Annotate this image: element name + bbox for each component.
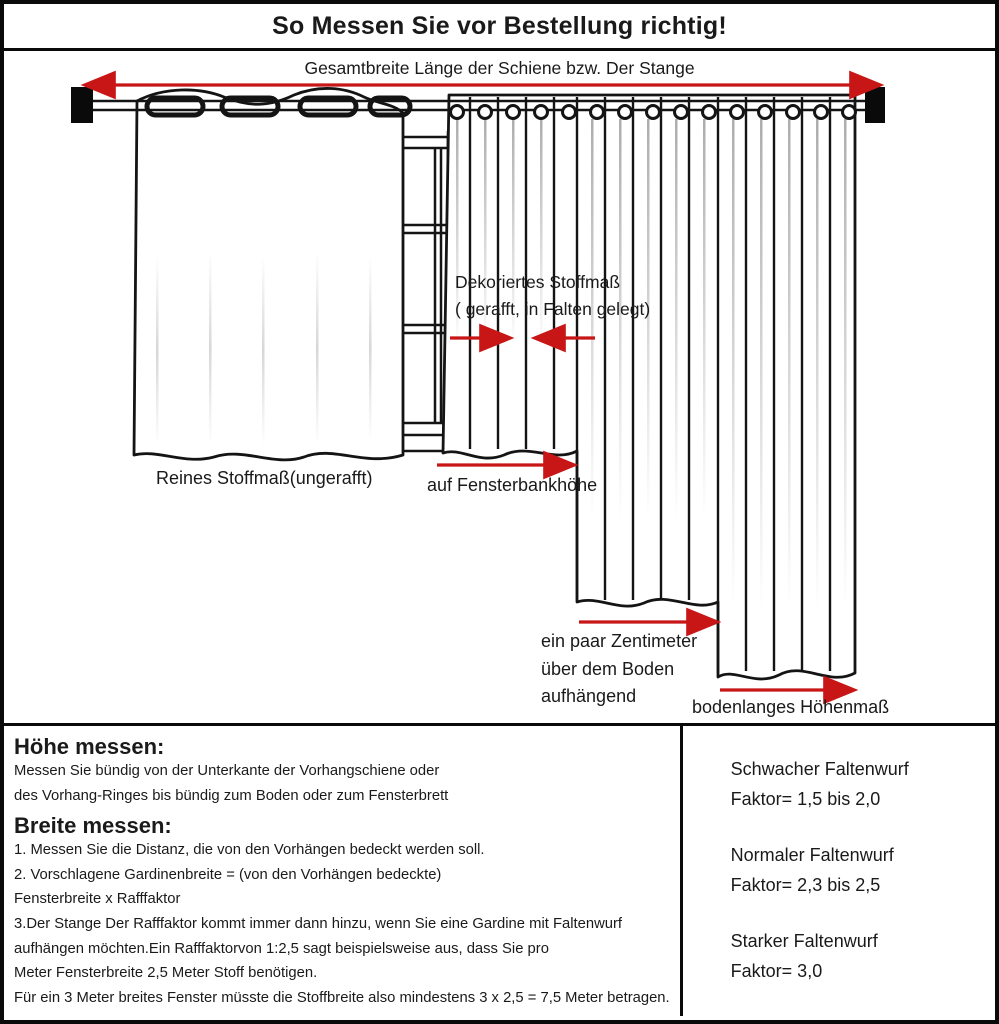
width-measure-line: Für ein 3 Meter breites Fenster müsste die Stoffbreite also mindestens 3 x 2,5 = 7,5 Meter betragen. (14, 989, 670, 1006)
height-measure-line: des Vorhang-Ringes bis bündig zum Boden oder zum Fensterbrett (14, 787, 449, 804)
rod-end-cap-right (865, 87, 885, 123)
height-measure-line: Messen Sie bündig von der Unterkante der Vorhangschiene oder (14, 763, 440, 779)
rod-end-cap-left (71, 87, 93, 123)
width-measure-line: 2. Vorschlagene Gardinenbreite = (von den Vorhängen bedeckte) (14, 866, 442, 883)
above-floor-label-line1: ein paar Zentimeter (541, 631, 698, 651)
fold-factor-name: Schwacher Faltenwurf (730, 759, 909, 779)
fold-factor-value: Faktor= 2,3 bis 2,5 (730, 875, 881, 895)
decorated-fabric-label-line2: ( gerafft, in Falten gelegt) (455, 299, 651, 319)
width-measure-line: 1. Messen Sie die Distanz, die von den Vorhängen bedeckt werden soll. (14, 842, 485, 859)
above-floor-label-line2: über dem Boden (541, 658, 675, 679)
above-floor-label-line3: aufhängend (541, 686, 637, 706)
width-measure-line: aufhängen möchten.Ein Rafffaktorvon 1:2,5 sagt beispielsweise aus, dass Sie pro (14, 940, 549, 957)
curtain-rings (451, 106, 856, 119)
rod-width-label: Gesamtbreite Länge der Schiene bzw. Der Stange (304, 58, 695, 78)
height-measure-heading: Höhe messen: (14, 734, 165, 759)
fold-factor-value: Faktor= 3,0 (730, 961, 823, 981)
fold-factor-name: Starker Faltenwurf (730, 931, 878, 951)
above-floor-label (541, 628, 697, 711)
width-measure-heading: Breite messen: (14, 813, 172, 839)
left-curtain (134, 88, 403, 459)
curtain-line-art (4, 51, 995, 723)
fold-factor-entry (731, 840, 894, 900)
windowsill-height-label: auf Fensterbankhöhe (427, 475, 598, 495)
measuring-instructions-panel (4, 726, 683, 1016)
pleated-curtain (443, 95, 855, 679)
fold-factor-panel (683, 726, 995, 1016)
fold-factor-entry (731, 754, 909, 814)
fold-factor-entry (731, 926, 878, 986)
width-measure-line: Fensterbreite x Rafffaktor (14, 891, 181, 908)
page-title: So Messen Sie vor Bestellung richtig! (272, 11, 727, 40)
width-measure-line: 3.Der Stange Der Rafffaktor kommt immer dann hinzu, wenn Sie eine Gardine mit Faltenwurf (14, 915, 623, 932)
title-bar (4, 4, 995, 51)
decorated-fabric-label-line1: Dekoriertes Stoffmaß (455, 272, 621, 292)
instructions-section (4, 723, 995, 1016)
fold-factor-name: Normaler Faltenwurf (730, 845, 894, 865)
measurement-diagram (4, 51, 995, 723)
fold-factor-value: Faktor= 1,5 bis 2,0 (730, 789, 881, 809)
flat-fabric-label: Reines Stoffmaß(ungerafft) (156, 468, 373, 488)
width-measure-line: Meter Fensterbreite 2,5 Meter Stoff benötigen. (14, 965, 318, 982)
floor-length-label: bodenlanges Höhenmaß (692, 697, 890, 717)
decorated-fabric-label (455, 269, 650, 323)
